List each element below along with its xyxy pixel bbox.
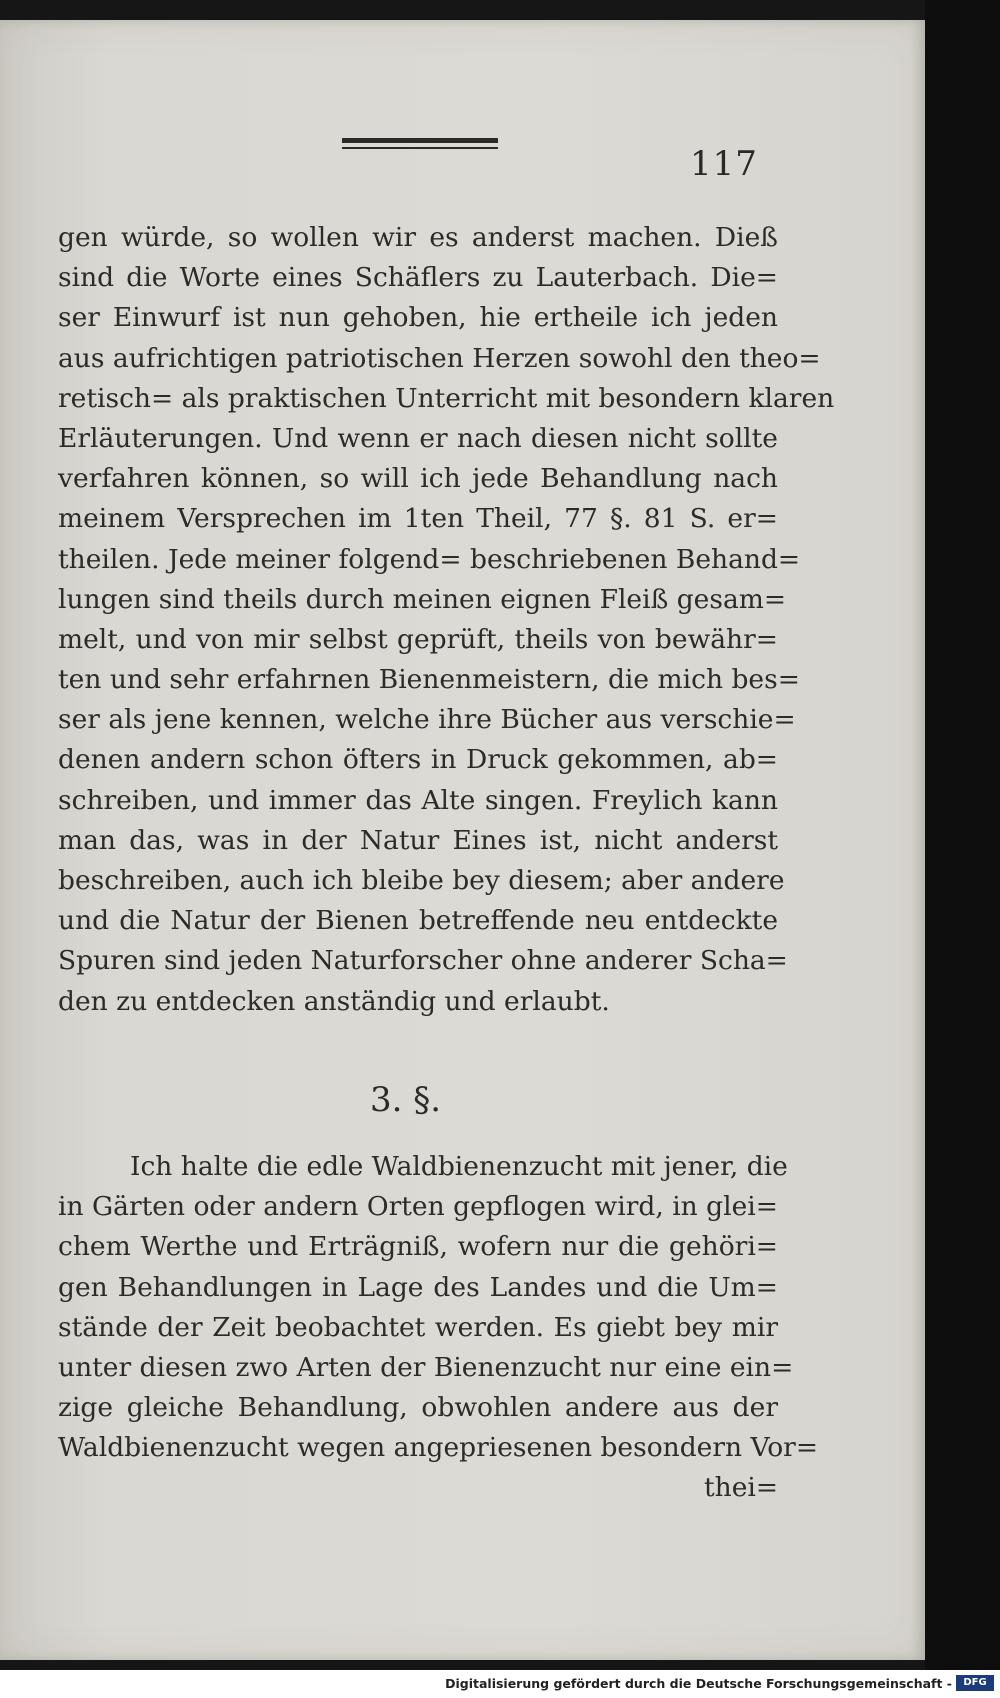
text-line: denen andern schon öfters in Druck gekommen, ab=: [58, 744, 778, 776]
paragraph-1: [58, 218, 835, 1022]
text-line: ser Einwurf ist nun gehoben, hie ertheile ich jeden: [58, 302, 778, 334]
text-line: gen Behandlungen in Lage des Landes und die Um=: [58, 1271, 778, 1303]
text-line: beschreiben, auch ich bleibe bey diesem; aber andere: [58, 865, 785, 896]
text-line: theilen. Jede meiner folgend= beschriebenen Behand=: [58, 543, 801, 575]
text-line: schreiben, und immer das Alte singen. Freylich kann: [58, 784, 778, 816]
page-number: 117: [690, 144, 758, 184]
text-line: Erläuterungen. Und wenn er nach diesen nicht sollte: [58, 422, 778, 454]
text-line: verfahren können, so will ich jede Behandlung nach: [58, 463, 778, 495]
dfg-logo: DFG: [956, 1675, 994, 1691]
header-rule-thick: [342, 138, 498, 143]
text-line: meinem Versprechen im 1ten Theil, 77 §. 81 S. er=: [58, 503, 778, 535]
text-line: Ich halte die edle Waldbienenzucht mit jener, die: [130, 1151, 788, 1182]
text-line: ser als jene kennen, welche ihre Bücher aus verschie=: [58, 704, 796, 736]
text-line: zige gleiche Behandlung, obwohlen andere aus der: [58, 1392, 778, 1424]
text-line: Spuren sind jeden Naturforscher ohne anderer Scha=: [58, 945, 788, 977]
text-line: aus aufrichtigen patriotischen Herzen sowohl den theo=: [58, 342, 821, 374]
text-line: melt, und von mir selbst geprüft, theils von bewähr=: [58, 623, 778, 655]
catchword: thei=: [704, 1472, 779, 1503]
text-line: gen würde, so wollen wir es anderst machen. Dieß: [58, 222, 778, 253]
text-line: und die Natur der Bienen betreffende neu entdeckte: [58, 905, 778, 937]
text-line: lungen sind theils durch meinen eignen Fleiß gesam=: [58, 583, 787, 615]
text-line: Waldbienenzucht wegen angepriesenen besondern Vor=: [58, 1432, 819, 1464]
digitization-credit: Digitalisierung gefördert durch die Deutsche Forschungsgemeinschaft -: [445, 1676, 952, 1691]
text-line: man das, was in der Natur Eines ist, nicht anderst: [58, 824, 778, 856]
text-line: sind die Worte eines Schäflers zu Lauterbach. Die=: [58, 262, 778, 294]
text-line: unter diesen zwo Arten der Bienenzucht nur eine ein=: [58, 1351, 794, 1383]
section-heading: 3. §.: [370, 1080, 442, 1120]
book-page: [0, 20, 926, 1660]
text-line: den zu entdecken anständig und erlaubt.: [58, 985, 610, 1017]
text-line: chem Werthe und Erträgniß, wofern nur die gehöri=: [58, 1231, 778, 1263]
text-line: ten und sehr erfahrnen Bienenmeistern, die mich bes=: [58, 664, 800, 696]
scan-background: [925, 0, 1000, 1670]
text-line: retisch= als praktischen Unterricht mit besondern klaren: [58, 382, 835, 414]
paragraph-2: [58, 1147, 819, 1469]
text-line: in Gärten oder andern Orten gepflogen wird, in glei=: [58, 1191, 778, 1223]
credit-bar: [0, 1670, 1000, 1698]
header-rule-thin: [342, 147, 498, 149]
header-rule: [342, 138, 498, 150]
text-line: stände der Zeit beobachtet werden. Es giebt bey mir: [58, 1311, 778, 1343]
